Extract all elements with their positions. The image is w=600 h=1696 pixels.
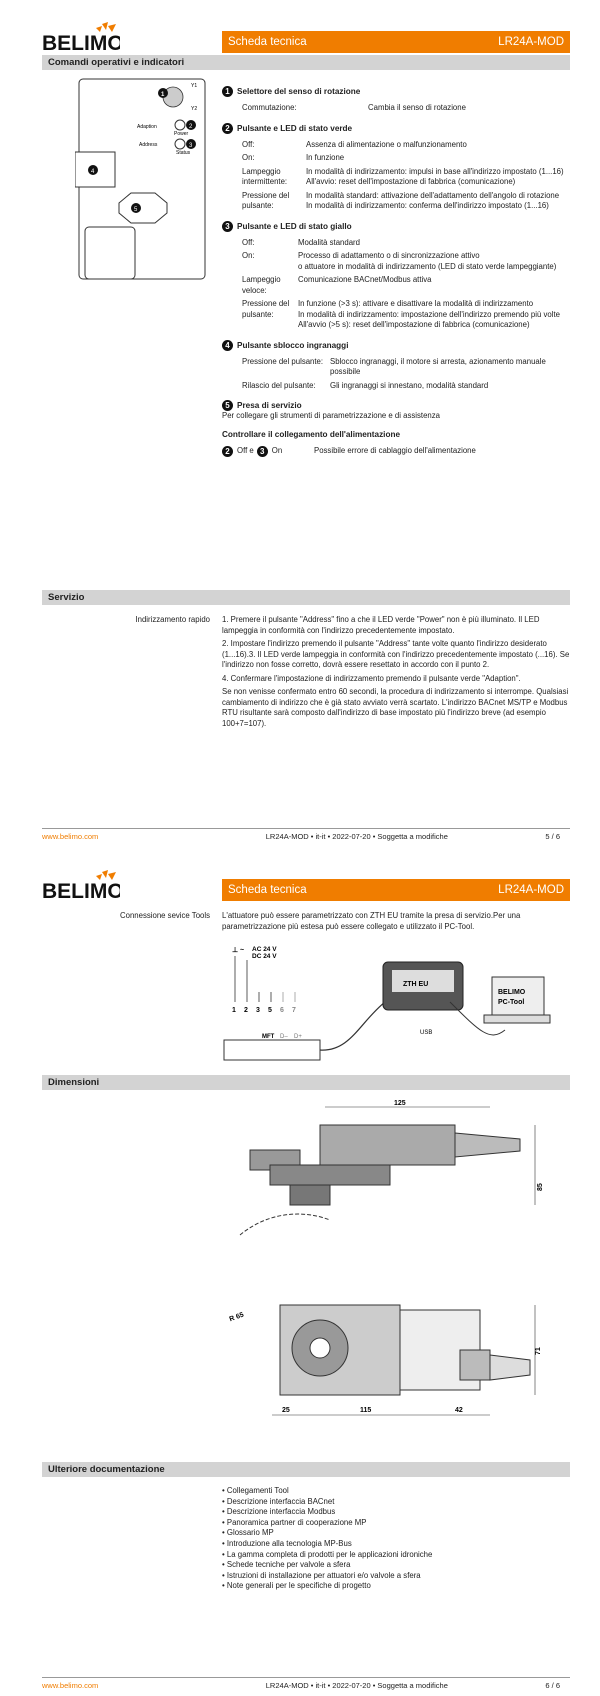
dimensions-drawing: [220, 1095, 570, 1445]
item-row: [242, 140, 572, 151]
footer-center: LR24A-MOD • it-it • 2022-07-20 • Soggetta a modifiche: [265, 832, 448, 841]
row-key: Off:: [242, 139, 255, 149]
item-row: [242, 103, 572, 114]
svg-text:BELIMO: BELIMO: [42, 880, 120, 900]
header-bar-2: [222, 879, 570, 901]
item-title: Selettore del senso di rotazione: [237, 87, 361, 96]
svg-text:AC 24 V: AC 24 V: [252, 946, 277, 953]
row-key: On:: [242, 251, 255, 260]
svg-text:Y2: Y2: [191, 106, 198, 112]
row-key: Rilascio del pulsante:: [242, 380, 316, 390]
item-title: Pulsante e LED di stato giallo: [237, 221, 352, 231]
check-desc: Possibile errore di cablaggio dell'alimentazione: [314, 446, 476, 456]
row-value: In funzione: [306, 153, 345, 162]
wiring-diagram: [220, 942, 570, 1062]
row-key: Pressione del pulsante:: [242, 356, 324, 366]
section-header-controls: Comandi operativi e indicatori: [42, 55, 570, 70]
docs-list-item[interactable]: • Istruzioni di installazione per attuatori e/o valvole a sfera: [222, 1570, 421, 1580]
row-value: In funzione (>3 s): attivare e disattivare la modalità di indirizzamento In modalità di indirizzamento: impostazione dell'indirizzo premendo più volte All'avvio (>5 s): reset dell'impostazione di fabbrica (comunicazione): [298, 299, 560, 329]
svg-text:⊥ ~: ⊥ ~: [232, 947, 245, 954]
item-5: [222, 400, 572, 457]
svg-text:MFT: MFT: [262, 1034, 275, 1040]
footer-page: 5 / 6: [545, 832, 560, 841]
svg-text:Power: Power: [174, 131, 189, 137]
svg-text:Y1: Y1: [191, 83, 198, 89]
item-title: Presa di servizio: [237, 401, 302, 410]
row-key: Lampeggio veloce:: [242, 275, 281, 295]
item-3: [222, 221, 572, 331]
section-header-dimensions: Dimensioni: [42, 1075, 570, 1090]
section-header-service: Servizio: [42, 590, 570, 605]
item-row: [242, 238, 572, 249]
row-value: Gli ingranaggi si innestano, modalità standard: [330, 380, 489, 390]
row-key: Pressione del pulsante:: [242, 299, 290, 319]
svg-text:BELIMO: BELIMO: [498, 989, 526, 996]
docs-list-item[interactable]: • La gamma completa di prodotti per le applicazioni idroniche: [222, 1549, 433, 1559]
svg-text:25: 25: [282, 1407, 290, 1414]
svg-text:USB: USB: [420, 1030, 433, 1036]
svg-text:42: 42: [455, 1407, 463, 1414]
conn-label: Connessione sevice Tools: [119, 911, 210, 920]
number-badge: 3: [257, 446, 268, 457]
footer-center: LR24A-MOD • it-it • 2022-07-20 • Soggetta a modifiche: [265, 1681, 448, 1690]
svg-text:ZTH EU: ZTH EU: [403, 981, 429, 988]
svg-text:PC-Tool: PC-Tool: [498, 999, 525, 1006]
docs-list-item[interactable]: • Descrizione interfaccia Modbus: [222, 1507, 336, 1517]
item-row: [242, 299, 572, 331]
docs-list-item[interactable]: • Note generali per le specifiche di progetto: [222, 1581, 371, 1591]
svg-text:Status: Status: [176, 150, 191, 156]
check-title: Controllare il collegamento dell'alimentazione: [222, 429, 401, 439]
svg-text:71: 71: [535, 1347, 542, 1355]
section-header-docs: Ulteriore documentazione: [42, 1462, 570, 1477]
number-badge: 5: [222, 400, 233, 411]
svg-text:1: 1: [232, 1007, 236, 1014]
svg-text:2: 2: [189, 124, 193, 130]
quick-step: Se non venisse confermato entro 60 secondi, la procedura di indirizzamento si interrompe. Qualsiasi cambiamento di indirizzo che è già stato avviato verrà scartato. L'indirizzo BACnet MS/TP e Modbus RTU risultante sarà composto dall'indirizzo di base impostato più l'indirizzo breve (ad esempio 100+7=107).: [222, 687, 569, 728]
footer-page: 6 / 6: [545, 1681, 560, 1690]
header-product: LR24A-MOD: [498, 884, 564, 896]
item-text: Per collegare gli strumenti di parametrizzazione e di assistenza: [222, 411, 440, 420]
svg-text:3: 3: [256, 1007, 260, 1014]
docs-list-item[interactable]: • Panoramica partner di cooperazione MP: [222, 1517, 367, 1527]
item-1: [222, 86, 572, 114]
row-value: Comunicazione BACnet/Modbus attiva: [298, 275, 432, 284]
row-value: Cambia il senso di rotazione: [368, 103, 466, 112]
belimo-logo: [42, 22, 120, 52]
header-bar: [222, 31, 570, 53]
item-row: [242, 251, 572, 272]
header-title: Scheda tecnica: [228, 884, 307, 896]
item-row: [242, 191, 572, 212]
svg-text:DC 24 V: DC 24 V: [252, 953, 277, 960]
quick-addressing-steps: [222, 615, 572, 732]
number-badge: 3: [222, 221, 233, 232]
svg-text:125: 125: [394, 1100, 406, 1107]
svg-text:5: 5: [268, 1007, 272, 1014]
docs-list-item[interactable]: • Descrizione interfaccia BACnet: [222, 1496, 335, 1506]
belimo-logo-2: [42, 870, 120, 900]
row-value: In modalità di indirizzamento: impulsi in base all'indirizzo impostato (1...16) All'avvio: reset dell'impostazione di fabbrica (comunicazione): [306, 166, 564, 186]
row-key: Off:: [242, 237, 255, 247]
svg-text:D–: D–: [280, 1034, 288, 1040]
number-badge: 1: [222, 86, 233, 97]
item-row: [242, 153, 572, 164]
row-key: Lampeggio intermittente:: [242, 166, 288, 186]
item-row: [242, 275, 572, 296]
svg-text:6: 6: [280, 1007, 284, 1014]
svg-text:5: 5: [134, 207, 138, 213]
quick-step: 2. Impostare l'indirizzo premendo il pulsante "Address" tante volte quanto l'indirizzo desiderato (1...16).3. Il LED verde lampeggia in conformità con l'indirizzo precedentemente impostato (...16). Se l'indirizzo non fosse corretto, dovrà essere resettato in accordo con il punto 2.: [222, 639, 570, 669]
quick-step: 4. Confermare l'impostazione di indirizzamento premendo il pulsante verde "Adaption".: [222, 673, 521, 683]
quick-addressing-label: Indirizzamento rapido: [135, 615, 210, 624]
footer-url[interactable]: www.belimo.com: [42, 1681, 99, 1690]
check-row: 2 Off e 3 On Possibile errore di cablaggio dell'alimentazione: [222, 446, 572, 457]
row-value: Sblocco ingranaggi, il motore si arresta, azionamento manuale possibile: [330, 356, 546, 376]
item-title: Pulsante sblocco ingranaggi: [237, 340, 349, 350]
quick-step: 1. Premere il pulsante "Address" fino a che il LED verde "Power" non è più illuminato. Il LED lampeggia in conformità con l'indirizzo precedentemente impostato.: [222, 615, 540, 635]
row-value: Modalità standard: [298, 237, 360, 247]
footer-page-6: [42, 1677, 570, 1690]
docs-list-item[interactable]: • Introduzione alla tecnologia MP-Bus: [222, 1538, 352, 1548]
item-row: [242, 357, 572, 378]
number-badge: 2: [222, 123, 233, 134]
svg-text:85: 85: [537, 1183, 544, 1191]
item-2: [222, 123, 572, 212]
docs-list: [222, 1486, 562, 1592]
row-value: Processo di adattamento o di sincronizzazione attivo o attuatore in modalità di indirizzamento (LED di stato verde lampeggiante): [298, 251, 557, 271]
svg-text:BELIMO: BELIMO: [42, 32, 120, 52]
svg-text:4: 4: [91, 169, 95, 175]
row-key: Pressione del pulsante:: [242, 190, 290, 210]
footer-page-5: [42, 828, 570, 841]
svg-text:3: 3: [189, 143, 193, 149]
row-key: On:: [242, 153, 255, 162]
row-value: In modalità standard: attivazione dell'adattamento dell'angolo di rotazione In modalità di indirizzamento: conferma dell'indirizzo impostato (1...16): [306, 190, 560, 210]
docs-list-item[interactable]: • Glossario MP: [222, 1528, 274, 1538]
svg-text:R 65: R 65: [228, 1311, 245, 1324]
svg-text:Adaption: Adaption: [137, 124, 157, 130]
controls-description: [222, 86, 572, 457]
number-badge: 2: [222, 446, 233, 457]
footer-url[interactable]: www.belimo.com: [42, 832, 99, 841]
svg-text:7: 7: [292, 1007, 296, 1014]
item-4: [222, 340, 572, 392]
svg-text:D+: D+: [294, 1034, 302, 1040]
actuator-controls-diagram: [75, 77, 211, 287]
header-title: Scheda tecnica: [228, 36, 307, 48]
docs-list-item[interactable]: • Schede tecniche per valvole a sfera: [222, 1560, 351, 1570]
svg-text:2: 2: [244, 1007, 248, 1014]
row-key: Commutazione:: [242, 103, 297, 112]
header-product: LR24A-MOD: [498, 36, 564, 48]
svg-text:1: 1: [161, 92, 165, 98]
svg-text:Address: Address: [139, 142, 158, 148]
conn-text: L'attuatore può essere parametrizzato con ZTH EU tramite la presa di servizio.Per una parametrizzazione più estesa può essere collegato e utilizzato il PC-Tool.: [222, 911, 521, 931]
svg-text:115: 115: [360, 1407, 372, 1414]
item-row: [242, 167, 572, 188]
docs-list-item[interactable]: • Collegamenti Tool: [222, 1486, 289, 1495]
item-row: [242, 381, 572, 392]
row-value: Assenza di alimentazione o malfunzionamento: [306, 139, 467, 149]
number-badge: 4: [222, 340, 233, 351]
item-title: Pulsante e LED di stato verde: [237, 123, 353, 133]
